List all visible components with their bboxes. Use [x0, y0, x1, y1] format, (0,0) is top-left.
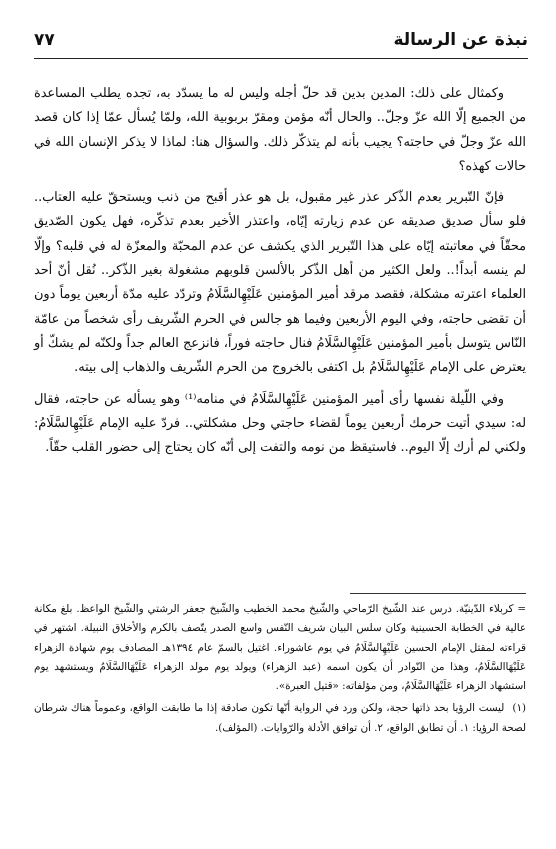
footnote-marker: (١)	[512, 702, 526, 715]
main-text	[34, 82, 526, 460]
footnote-separator	[350, 593, 526, 594]
paragraph: وكمثال على ذلك: المدين بدين قد حلّ أجله وليس له ما يسدّد به، تجده يطلب المساعدة من الجميع إلّا الله عزّ وجلّ.. والحال أنّه مؤمن ومقرّ بربوبية الله، ولمّا يُسأل عمّا إذا كان قصد الله عزّ وجلّ في حاجته؟ يجيب بأنه لم يتذكّر ذلك. والسؤال هنا: لماذا لا يذكر الإنسان الله في حالات كهذه؟	[34, 86, 526, 174]
footnote	[34, 699, 526, 738]
paragraph: وفي اللّيلة نفسها رأى أمير المؤمنين عَلَيْهِالسَّلَامُ في منامه⁽¹⁾ وهو يسأله عن حاجته، فقال له: سيدي أتيت حرمك أربعين يوماً لقضاء حاجتي وحل مشكلتي.. فردّ عليه الإمام عَلَيْهِالسَّلَامُ: ولكني لم أرك إلّا اليوم.. فاستيقظ من نومه والتفت إلى أنّه كان يحتاج إلى حضور القلب حقّاً.	[34, 391, 526, 456]
header-title: نبذة عن الرسالة	[393, 30, 528, 50]
page-number: ٧٧	[34, 30, 55, 50]
footnote-continuation	[34, 600, 526, 696]
running-header	[34, 28, 528, 62]
footnote-text: = كربلاء الدّينيّة. درس عند الشّيخ الرّماحي والشّيخ محمد الخطيب والشّيخ جعفر الرشتي والشّيخ الواعظ. بلغ مكانة عالية في الخطابة الحسينية وكان سلس البيان شريف النّفس واسع الصدر يتّصف بالكرم والأخلاق النبيلة. اشتهر في قراءته لمقتل الإمام الحسين عَلَيْهِالسَّلَامُ في يوم عاشوراء. اغتيل بالسمّ عام ١٣٩٤هـ المصادف يوم شهادة الزهراء عَلَيْهَاالسَّلَامُ، وهذا من النّوادر أن يكون اسمه (عبد الزهراء) ويولد يوم مولد الزهراء عَلَيْهَاالسَّلَامُ ويستشهد يوم استشهاد الزهراء عَلَيْهَاالسَّلَامُ، ومن مؤلفاته: «قتيل العبرة».	[34, 603, 526, 693]
footnotes	[34, 600, 526, 738]
header-rule	[34, 58, 528, 59]
footnote-text: ليست الرؤيا بحد ذاتها حجة، ولكن ورد في الرواية أنّها تكون صادقة إذا ما طابقت الواقع، وعموماً هناك شرطان لصحة الرؤيا: ١. أن تطابق الواقع، ٢. أن توافق الأدلة والرّوايات. (المؤلف).	[34, 702, 526, 734]
paragraph: فإنّ التّبرير بعدم الذّكر عذر غير مقبول، بل هو عذر أقبح من ذنب ويستحقّ عليه العتاب.. فلو سأل صديق صديقه عن عدم زيارته إيّاه، واعتذر الأخير بعدم تذكّره، فهل يكون الصّديق محقّاً في معاتبته إيّاه على هذا التّبرير الذي يكشف عن عدم المحبّة والمعزّة له في قلبه؟ وإلّا لم ينسه أبداً!.. ولعل الكثير من أهل الذّكر بالألسن قلوبهم مشغولة بغير الذّكر.. نُقل أنّ أحد العلماء اعترته مشكلة، فقصد مرقد أمير المؤمنين عَلَيْهِالسَّلَامُ وتردّد عليه مدّة أربعين يوماً دون أن تقضى حاجته، وفي اليوم الأربعين وفيما هو جالس في الحرم الشّريف رأى شخصاً من عامّة النّاس يتوسل بأمير المؤمنين عَلَيْهِالسَّلَامُ فنال حاجته فوراً، فانزعج العالم جداً ولكنّه لم يشكّ أو يعترض على الإمام عَلَيْهِالسَّلَامُ بل اكتفى بالخروج من الحرم الشّريف والذهاب إلى بيته.	[34, 190, 526, 376]
